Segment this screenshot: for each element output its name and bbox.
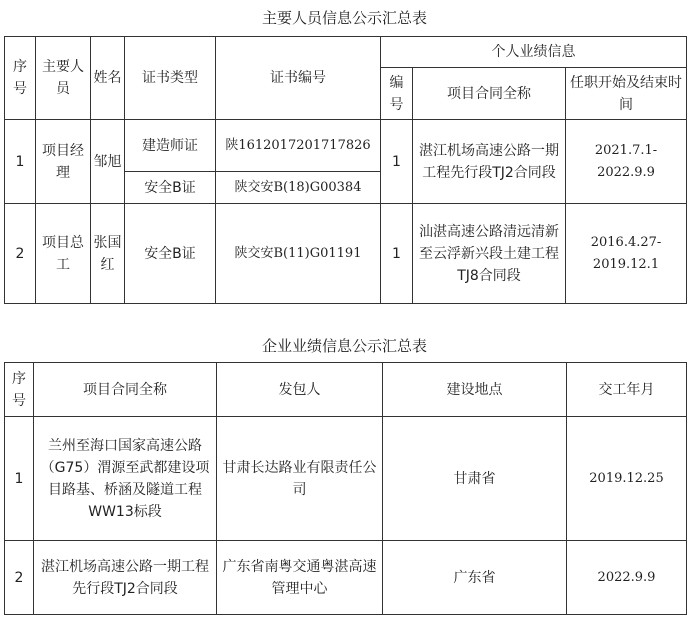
company-table-title: 企业业绩信息公示汇总表 xyxy=(261,337,427,355)
cell-cert-type: 安全B证 xyxy=(125,172,216,204)
cell-role: 项目总工 xyxy=(36,204,91,304)
cell-completion: 2019.12.25 xyxy=(567,417,687,541)
cell-location: 广东省 xyxy=(383,541,567,615)
header-completion: 交工年月 xyxy=(567,363,687,417)
header-cert-type: 证书类型 xyxy=(125,37,216,120)
cell-perf-period: 2021.7.1-2022.9.9 xyxy=(566,120,687,204)
header-perf-period: 任职开始及结束时间 xyxy=(566,68,687,120)
cell-completion: 2022.9.9 xyxy=(567,541,687,615)
header-role: 主要人员 xyxy=(36,37,91,120)
cell-cert-type: 安全B证 xyxy=(125,204,216,304)
cell-cert-no: 陕1612017201717826 xyxy=(216,120,381,172)
header-perf-project: 项目合同全称 xyxy=(413,68,566,120)
header-perf-no: 编号 xyxy=(381,68,413,120)
cell-seq: 2 xyxy=(5,541,34,615)
header-location: 建设地点 xyxy=(383,363,567,417)
header-name: 姓名 xyxy=(91,37,125,120)
header-seq: 序号 xyxy=(5,363,34,417)
table-row xyxy=(5,204,687,304)
cell-perf-period: 2016.4.27-2019.12.1 xyxy=(566,204,687,304)
cell-name: 张国红 xyxy=(91,204,125,304)
cell-location: 甘肃省 xyxy=(383,417,567,541)
cell-project: 湛江机场高速公路一期工程先行段TJ2合同段 xyxy=(34,541,217,615)
personnel-table xyxy=(4,36,687,304)
header-employer: 发包人 xyxy=(217,363,383,417)
header-project: 项目合同全称 xyxy=(34,363,217,417)
cell-seq: 1 xyxy=(5,120,36,204)
cell-cert-no: 陕交安B(18)G00384 xyxy=(216,172,381,204)
cell-perf-project: 汕湛高速公路清远清新至云浮新兴段土建工程TJ8合同段 xyxy=(413,204,566,304)
table-row xyxy=(5,541,687,615)
cell-perf-no: 1 xyxy=(381,120,413,204)
header-cert-no: 证书编号 xyxy=(216,37,381,120)
header-seq: 序号 xyxy=(5,37,36,120)
cell-seq: 2 xyxy=(5,204,36,304)
table-row xyxy=(5,120,687,172)
cell-project: 兰州至海口国家高速公路（G75）渭源至武都建设项目路基、桥涵及隧道工程WW13标段 xyxy=(34,417,217,541)
personnel-table-title: 主要人员信息公示汇总表 xyxy=(261,9,427,27)
cell-perf-project: 湛江机场高速公路一期工程先行段TJ2合同段 xyxy=(413,120,566,204)
cell-cert-type: 建造师证 xyxy=(125,120,216,172)
cell-perf-no: 1 xyxy=(381,204,413,304)
company-table xyxy=(4,362,687,615)
cell-name: 邹旭 xyxy=(91,120,125,204)
cell-employer: 甘肃长达路业有限责任公司 xyxy=(217,417,383,541)
cell-cert-no: 陕交安B(11)G01191 xyxy=(216,204,381,304)
cell-seq: 1 xyxy=(5,417,34,541)
cell-employer: 广东省南粤交通粤湛高速管理中心 xyxy=(217,541,383,615)
table-row xyxy=(5,417,687,541)
header-perf-group: 个人业绩信息 xyxy=(381,37,687,68)
cell-role: 项目经理 xyxy=(36,120,91,204)
